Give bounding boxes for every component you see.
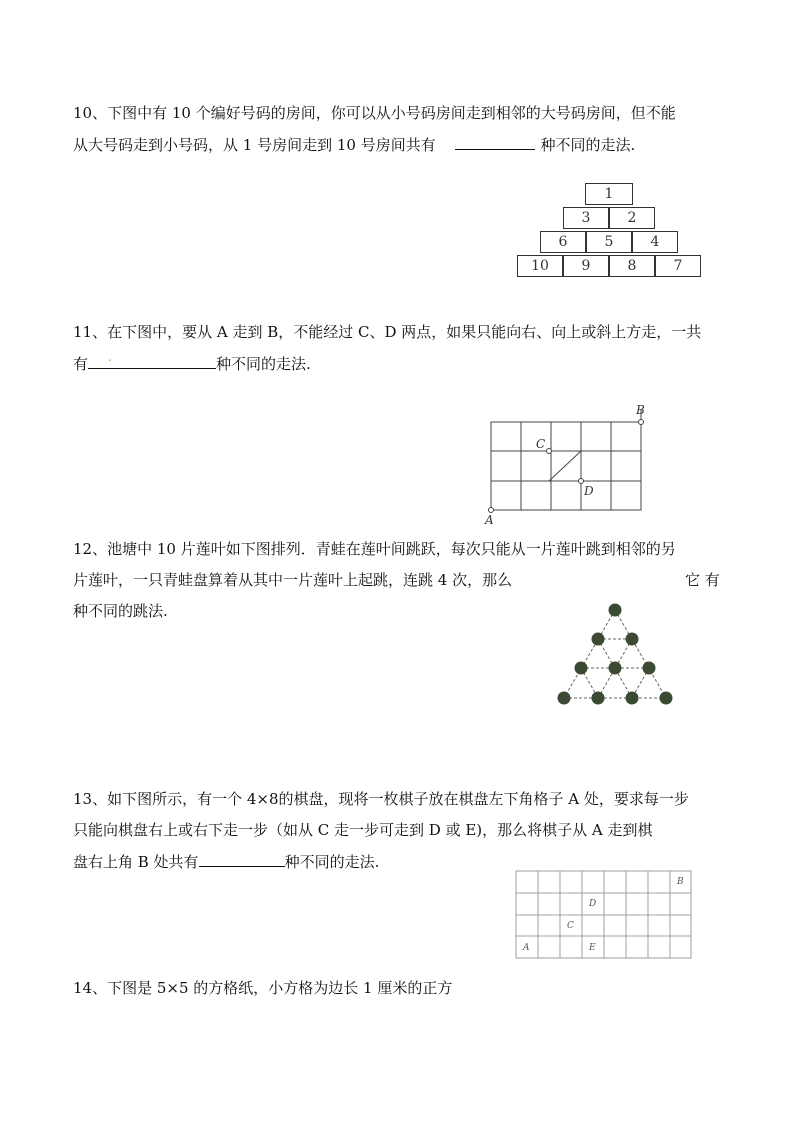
q13-line-2: 只能向棋盘右上或右下走一步（如从 C 走一步可走到 D 或 E)，那么将棋子从 A 走到棋 [73, 821, 653, 839]
board-label-e: E [589, 943, 596, 953]
board-label-d: D [589, 899, 597, 909]
q10-line-1: 10、下图中有 10 个编好号码的房间，你可以从小号码房间走到相邻的大号码房间，但不能 [73, 104, 676, 122]
room-8: 8 [609, 255, 655, 277]
q10-text-b: 种不同的走法. [540, 136, 636, 154]
q12-line-2 [73, 569, 512, 591]
q10-answer-blank[interactable] [455, 133, 535, 150]
lily-pad [643, 662, 656, 675]
lily-pad [609, 662, 622, 675]
q13-line-3 [73, 850, 379, 873]
room-6: 6 [540, 231, 586, 253]
room-10: 10 [517, 255, 563, 277]
q13-answer-blank[interactable] [199, 850, 285, 867]
lily-pad [558, 692, 571, 705]
board-label-b: B [677, 877, 684, 887]
lily-pad [609, 604, 622, 617]
label-c: C [536, 437, 546, 451]
point-d [579, 479, 584, 484]
q13-text-a: 盘右上角 B 处共有 [73, 853, 199, 871]
room-1: 1 [585, 183, 633, 205]
lily-pad [592, 633, 605, 646]
label-d: D [584, 484, 594, 498]
room-7: 7 [655, 255, 701, 277]
point-c [547, 449, 552, 454]
lily-pad [626, 633, 639, 646]
q14-line-1: 14、下图是 5×5 的方格纸，小方格为边长 1 厘米的正方 [73, 979, 453, 997]
lily-pad [575, 662, 588, 675]
room-3: 3 [563, 207, 609, 229]
lily-pad [592, 692, 605, 705]
point-a [489, 508, 494, 513]
q11-text-a: 有 [73, 355, 89, 373]
q11-blank-mark: . [108, 350, 112, 364]
point-b [639, 420, 644, 425]
q11-text-b: 种不同的走法. [216, 355, 311, 373]
board-label-a: A [523, 943, 530, 953]
q13-text-b: 种不同的走法. [284, 853, 380, 871]
room-2: 2 [609, 207, 655, 229]
q12-text-a: 片莲叶，一只青蛙盘算着从其中一片莲叶上起跳，连跳 4 次，那么 [73, 571, 513, 589]
q11-line-1: 11、在下图中，要从 A 走到 B，不能经过 C、D 两点，如果只能向右、向上或斜上方走，一共 [73, 323, 702, 341]
label-a: A [485, 513, 494, 527]
q11-grid-figure [480, 400, 650, 528]
q10-room-figure [517, 183, 703, 279]
q10-text-a: 从大号码走到小号码，从 1 号房间走到 10 号房间共有 [73, 136, 436, 154]
lily-pad [660, 692, 673, 705]
q12-line-1: 12、池塘中 10 片莲叶如下图排列．青蛙在莲叶间跳跃，每次只能从一片莲叶跳到相邻的另 [73, 540, 676, 558]
q12-text-b: 它 有 [685, 571, 720, 589]
q12-lily-pad-figure [550, 600, 680, 710]
q10-line-2 [73, 133, 635, 156]
board-label-c: C [567, 921, 574, 931]
q11-answer-blank[interactable] [88, 352, 216, 369]
q12-line-3: 种不同的跳法. [73, 602, 168, 620]
room-9: 9 [563, 255, 609, 277]
room-5: 5 [586, 231, 632, 253]
q11-line-2 [73, 352, 311, 375]
q13-chessboard-figure [515, 870, 693, 960]
lily-pad [626, 692, 639, 705]
q13-line-1: 13、如下图所示，有一个 4×8的棋盘，现将一枚棋子放在棋盘左下角格子 A 处，要求每一步 [73, 790, 689, 808]
room-4: 4 [632, 231, 678, 253]
label-b: B [636, 403, 645, 417]
